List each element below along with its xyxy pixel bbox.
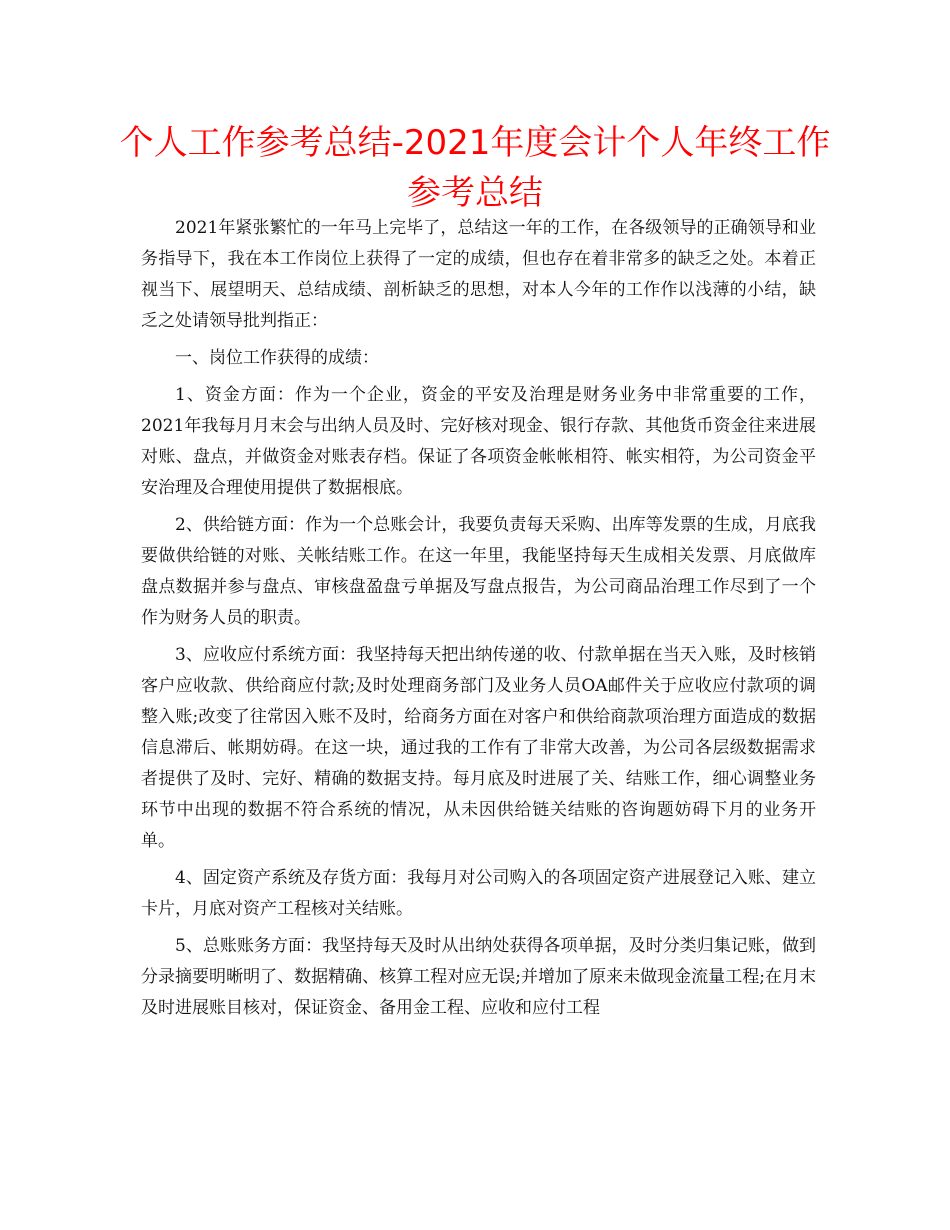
document-title: 个人工作参考总结-2021年度会计个人年终工作参考总结 [119, 123, 831, 213]
paragraph-item-2: 2、供给链方面：作为一个总账会计，我要负责每天采购、出库等发票的生成，月底我要做供给链的对账、关帐结账工作。在这一年里，我能坚持每天生成相关发票、月底做库盘点数据并参与盘点、审核盘盈盘亏单据及写盘点报告，为公司商品治理工作尽到了一个作为财务人员的职责。 [141, 515, 816, 628]
paragraph-item-3: 3、应收应付系统方面：我坚持每天把出纳传递的收、付款单据在当天入账，及时核销客户应收款、供给商应付款;及时处理商务部门及业务人员OA邮件关于应收应付款项的调整入账;改变了往常因入账不及时，给商务方面在对客户和供给商款项治理方面造成的数据信息滞后、帐期妨碍。在这一块，通过我的工作有了非常大改善，为公司各层级数据需求者提供了及时、完好、精确的数据支持。每月底及时进展了关、结账工作，细心调整业务环节中出现的数据不符合系统的情况，从未因供给链关结账的咨询题妨碍下月的业务开单。 [141, 645, 816, 851]
document-body [141, 213, 816, 1030]
paragraph-section-heading: 一、岗位工作获得的成绩： [175, 348, 379, 368]
paragraph-item-4: 4、固定资产系统及存货方面：我每月对公司购入的各项固定资产进展登记入账、建立卡片，月底对资产工程核对关结账。 [141, 868, 816, 919]
paragraph-intro: 2021年紧张繁忙的一年马上完毕了，总结这一年的工作，在各级领导的正确领导和业务指导下，我在本工作岗位上获得了一定的成绩，但也存在着非常多的缺乏之处。本着正视当下、展望明天、总结成绩、剖析缺乏的思想，对本人今年的工作作以浅薄的小结，缺乏之处请领导批判指正： [141, 218, 816, 331]
paragraph-item-1: 1、资金方面：作为一个企业，资金的平安及治理是财务业务中非常重要的工作，2021年我每月月末会与出纳人员及时、完好核对现金、银行存款、其他货币资金往来进展对账、盘点，并做资金对账表存档。保证了各项资金帐帐相符、帐实相符，为公司资金平安治理及合理使用提供了数据根底。 [141, 385, 816, 498]
paragraph-item-5: 5、总账账务方面：我坚持每天及时从出纳处获得各项单据，及时分类归集记账，做到分录摘要明晰明了、数据精确、核算工程对应无误;并增加了原来未做现金流量工程;在月末及时进展账目核对，保证资金、备用金工程、应收和应付工程 [141, 936, 816, 1018]
